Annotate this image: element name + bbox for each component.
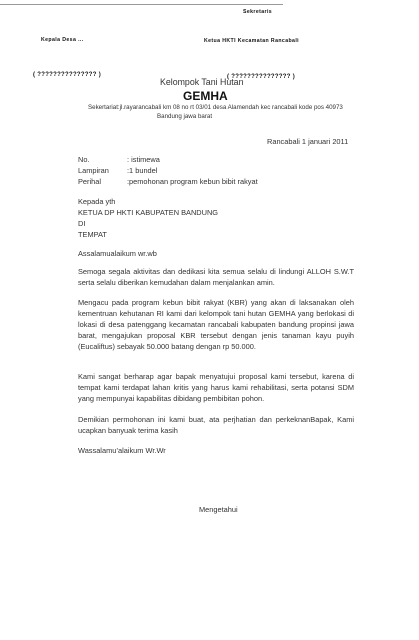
address-line-2: Bandung jawa barat [157,113,213,120]
recipient-line-4: TEMPAT [78,230,107,239]
acknowledge-label: Mengetahui [199,505,238,514]
group-label: Kelompok Tani Hutan [160,77,244,87]
meta-label: Perihal [78,177,102,186]
recipient-line-2: KETUA DP HKTI KABUPATEN BANDUNG [78,208,219,217]
meta-label: Lampiran [78,166,109,175]
letter-date: Rancabali 1 januari 2011 [267,137,349,146]
recipient-line-1: Kepada yth [78,197,116,206]
chairman-label: Ketua HKTI Kecamatan Rancabali [204,38,300,44]
address-line-1: Sekertariat:jl.rayarancabali km 08 no rt 03/01 desa Alamendah kec rancabali kode pos 40973 [88,104,343,111]
paragraph-1: Semoga segala aktivitas dan dedikasi kita semua selalu di lindungi ALLOH S.W.T serta selalu diberikan kemudahan dalam menjalankan amin. [78,267,354,287]
village-head-label: Kepala Desa ... [41,37,84,43]
paragraph-3: Kami sangat berharap agar bapak menyatujui proposal kami tersebut, karena di tempat kami terdapat lahan kritis yang harus kami rehabilitasi, serta potansi SDM yang mempunyai kapabilitas dibidang pembibitan pohon. [78,372,354,403]
meta-value: :1 bundel [127,166,158,175]
right-signatory-name: ( ??????????????? ) [227,74,296,80]
greeting: Assalamualaikum wr.wb [78,249,157,258]
top-divider [0,4,283,5]
paragraph-4: Demikian permohonan ini kami buat, ata perjhatian dan perkeknanBapak, Kami ucapkan banyuak terima kasih [78,415,354,435]
meta-value: : istimewa [127,155,160,164]
left-signatory-name: ( ??????????????? ) [33,72,102,78]
paragraph-2: Mengacu pada program kebun bibit rakyat (KBR) yang akan di laksanakan oleh kementruan kehutanan RI kami dari kelompok tani hutan GEMHA yang berlokasi di lokasi di desa patenggang kecamatan rancabali kabupaten bandung propinsi jawa barat, mengajukan proposal KBR tersebut dengan jenis tanaman kayu puyih (Eucaliftus) sebayak 50.000 batang dengan rp 50.000. [78,298,354,351]
meta-row-number [78,155,160,164]
meta-label: No. [78,155,90,164]
meta-value: :pemohonan program kebun bibit rakyat [127,177,258,186]
meta-row-attachment [78,166,157,175]
meta-row-subject [78,177,258,186]
organization-name: GEMHA [183,89,228,103]
recipient-line-3: DI [78,219,86,228]
secretary-label: Sekretaris [243,9,273,15]
closing: Wassalamu’alaikum Wr.Wr [78,446,166,455]
